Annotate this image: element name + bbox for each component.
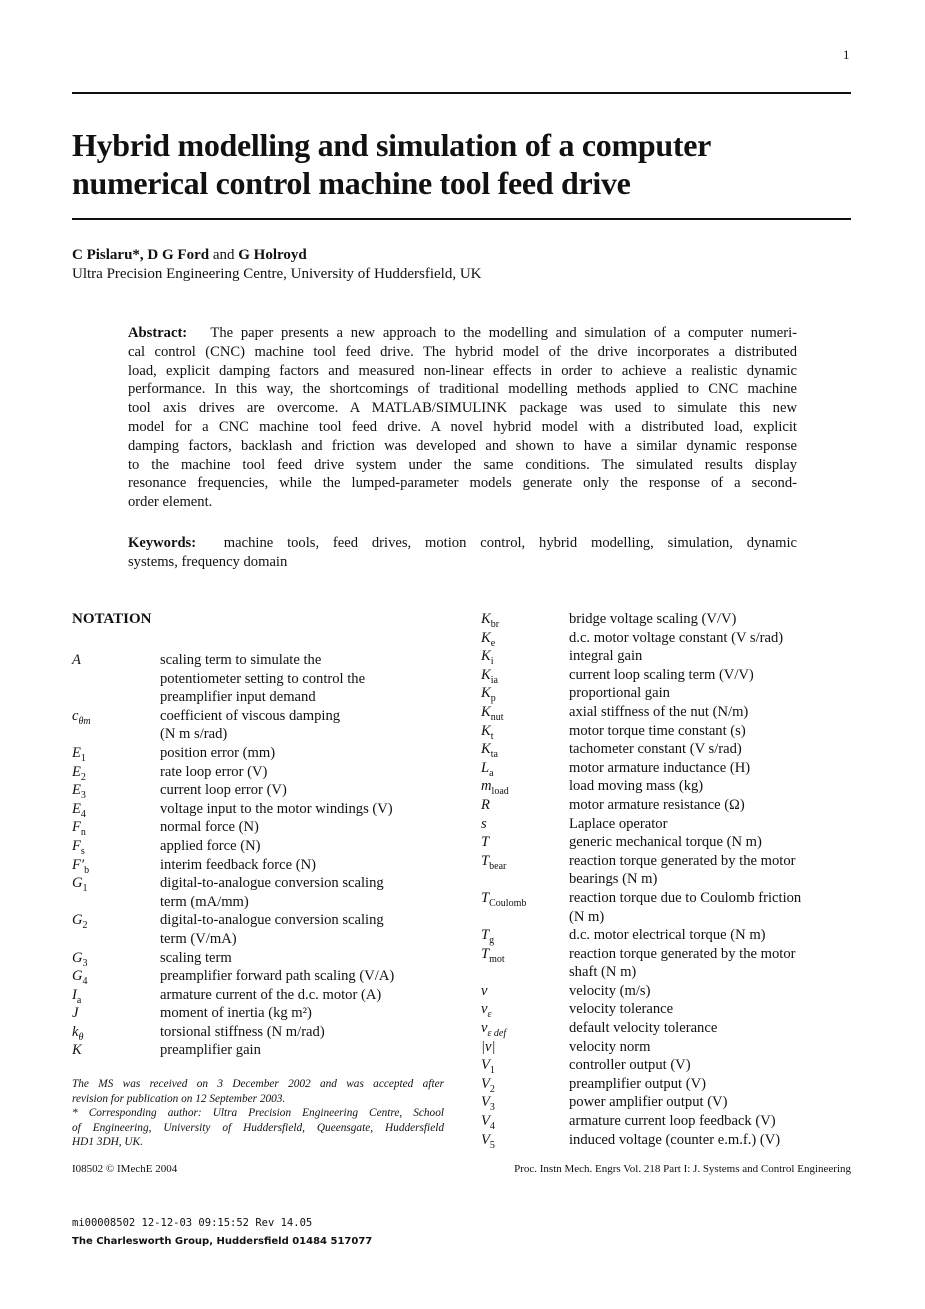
notation-description: normal force (N) [160,819,259,836]
notation-heading: NOTATION [72,611,152,627]
notation-row [72,986,394,1005]
notation-symbol [481,1056,569,1075]
notation-description: d.c. motor electrical torque (N m) [569,927,766,944]
notation-symbol [72,911,160,948]
notation-symbol [481,1075,569,1094]
symbol-subscript: a [489,767,494,779]
notation-row [72,818,394,837]
abstract-text: order element. [128,494,213,511]
symbol-subscript: s [80,845,85,857]
abstract-text: damping factors, backlash and friction was developed and shown to have a similar dynamic response [128,437,797,454]
notation-symbol [481,684,569,703]
symbol-letter: v [481,1020,488,1037]
symbol-subscript: ε [487,1009,492,1021]
symbol-letter: I [72,986,77,1003]
symbol-letter: G [72,968,83,985]
received-footnote [72,1077,444,1150]
symbol-subscript: ε def [487,1027,507,1039]
footnote-line: * Corresponding author: Ultra Precision Engineering Centre, School [72,1107,444,1119]
notation-right-column [481,610,801,1149]
symbol-letter: T [481,927,490,944]
abstract-text: model for a CNC machine tool feed drive. A novel hybrid model with a distributed load, explicit [128,418,797,435]
notation-symbol [72,986,160,1005]
notation-row [72,800,394,819]
symbol-letter: T [481,852,490,869]
notation-row [481,666,801,685]
notation-description: coefficient of viscous damping (N m s/rad) [160,707,341,743]
notation-description: Laplace operator [569,815,668,832]
symbol-letter: K [481,629,491,646]
symbol-letter: V [481,1075,490,1092]
symbol-letter: F [72,819,81,836]
page-number: 1 [843,47,850,62]
notation-symbol [481,1112,569,1131]
notation-row [481,815,801,834]
symbol-subscript: g [489,935,495,946]
abstract-line [128,493,797,512]
notation-row [481,703,801,722]
notation-row [481,722,801,741]
notation-symbol [481,1038,569,1057]
keywords-label: Keywords: [128,535,197,551]
symbol-letter: v [481,1001,488,1018]
notation-row [72,1023,394,1042]
notation-symbol [72,651,160,707]
notation-row [481,647,801,666]
notation-symbol [72,856,160,875]
notation-description: bridge voltage scaling (V/V) [569,611,737,627]
symbol-letter: V [481,1094,490,1111]
footnote-line: revision for publication on 12 September 2003. [72,1092,286,1105]
notation-description: scaling term [160,949,232,966]
symbol-subscript: p [490,693,496,705]
notation-row [481,945,801,982]
notation-description: axial stiffness of the nut (N/m) [569,703,749,720]
notation-row [481,1093,801,1112]
notation-description: voltage input to the motor windings (V) [160,800,393,817]
footnote-line: of Engineering, University of Huddersfield, Queensgate, Huddersfield [72,1121,444,1134]
keywords [128,534,797,572]
symbol-letter: A [72,652,81,668]
notation-description: power amplifier output (V) [569,1094,728,1111]
symbol-letter: K [481,703,491,720]
notation-symbol [481,629,569,648]
notation-description: default velocity tolerance [569,1020,718,1037]
notation-description: tachometer constant (V s/rad) [569,741,742,758]
symbol-subscript: mot [489,953,505,965]
symbol-subscript: 5 [489,1139,495,1151]
title-rule [72,218,851,220]
symbol-subscript: 1 [489,1065,495,1077]
paper-title [72,126,711,202]
notation-description: armature current of the d.c. motor (A) [160,986,382,1003]
author-block [72,246,481,284]
symbol-letter: T [481,945,490,962]
notation-symbol [481,1000,569,1019]
notation-description: preamplifier gain [160,1042,261,1059]
notation-row [481,777,801,796]
notation-row [481,759,801,778]
notation-description: generic mechanical torque (N m) [569,834,762,851]
abstract-line [128,399,797,418]
notation-description: digital-to-analogue conversion scaling term (mA/mm) [160,875,384,910]
notation-description: preamplifier forward path scaling (V/A) [160,968,395,985]
notation-description: armature current loop feedback (V) [569,1113,776,1130]
affiliation: Ultra Precision Engineering Centre, University of Huddersfield, UK [72,266,482,282]
notation-symbol [481,833,569,852]
notation-row [72,651,394,707]
notation-symbol [72,818,160,837]
symbol-subscript: 1 [80,752,86,764]
abstract-text: tool axis drives are overcome. A MATLAB/SIMULINK package was used to simulate this new [128,400,797,417]
notation-symbol [72,1041,160,1060]
title-line: numerical control machine tool feed drive [72,165,631,201]
notation-row [481,796,801,815]
symbol-letter: F [72,837,81,854]
notation-description: interim feedback force (N) [160,856,316,873]
notation-symbol [481,982,569,1001]
abstract [128,324,797,512]
notation-left-column [72,651,394,1060]
notation-row [481,852,801,889]
symbol-letter: K [481,648,491,665]
notation-row [72,1041,394,1060]
symbol-letter: E [72,782,81,799]
symbol-letter: E [72,763,81,780]
symbol-letter: m [481,778,492,795]
symbol-subscript: 3 [80,790,86,802]
abstract-line [128,324,797,343]
notation-symbol [481,759,569,778]
notation-symbol [72,800,160,819]
symbol-subscript: 1 [82,883,88,895]
abstract-text: load, explicit damping factors and measured non-linear effects in order to achieve a realistic dynamic [128,362,797,379]
notation-description: reaction torque generated by the motor bearings (N m) [569,852,796,888]
symbol-subscript: Coulomb [489,897,527,909]
symbol-subscript: 2 [489,1083,495,1095]
abstract-text: cal control (CNC) machine tool feed drive. The hybrid model of the drive incorporates a distributed [128,343,797,360]
symbol-subscript: n [80,827,86,839]
symbol-subscript: θ [78,1031,84,1043]
symbol-subscript: 4 [80,808,86,820]
notation-symbol [72,949,160,968]
abstract-line [128,474,797,493]
symbol-letter: K [481,722,491,739]
symbol-letter: K [481,666,491,683]
abstract-text: The paper presents a new approach to the modelling and simulation of a computer numeri- [210,325,797,341]
symbol-letter: G [72,949,83,966]
symbol-letter: G [72,912,83,929]
notation-symbol [72,967,160,986]
notation-symbol [72,1004,160,1023]
footnote-line: The MS was received on 3 December 2002 and was accepted after [72,1078,444,1090]
keywords-text: machine tools, feed drives, motion control, hybrid modelling, simulation, dynamic [223,535,798,551]
notation-row [72,949,394,968]
notation-row [72,837,394,856]
printer-line: The Charlesworth Group, Huddersfield 01484 517077 [72,1236,373,1247]
notation-symbol [481,1093,569,1112]
notation-description: velocity (m/s) [569,982,651,999]
abstract-line [128,380,797,399]
author-names: C Pislaru*, D G Ford [72,247,210,263]
notation-symbol [481,740,569,759]
notation-description: torsional stiffness (N m/rad) [160,1023,325,1040]
symbol-letter: V [481,1057,490,1074]
notation-row [481,889,801,926]
notation-description: motor armature resistance (Ω) [569,796,745,813]
symbol-subscript: 2 [80,771,86,783]
symbol-subscript: load [491,786,509,798]
notation-row [481,833,801,852]
notation-row [481,684,801,703]
symbol-subscript: 2 [82,920,88,932]
notation-description: position error (mm) [160,744,276,761]
notation-symbol [72,837,160,856]
abstract-label: Abstract: [128,325,188,341]
symbol-letter: c [72,707,79,724]
notation-symbol [481,926,569,945]
notation-symbol [481,647,569,666]
symbol-subscript: e [490,637,496,649]
symbol-letter: J [72,1005,79,1022]
symbol-letter: K [481,611,491,627]
notation-description: load moving mass (kg) [569,778,704,795]
notation-description: motor torque time constant (s) [569,722,746,739]
abstract-line [128,456,797,475]
keywords-text: systems, frequency domain [128,553,288,570]
notation-symbol [481,703,569,722]
notation-symbol [72,781,160,800]
abstract-text: performance. In this way, the shortcomings of traditional modelling methods applied to CNC machine [128,381,797,398]
journal-reference: Proc. Instn Mech. Engrs Vol. 218 Part I: J. Systems and Control Engineering [514,1163,851,1175]
symbol-letter: T [481,889,490,906]
notation-row [72,744,394,763]
print-info-line: mi00008502 12-12-03 09:15:52 Rev 14.05 [72,1217,313,1229]
symbol-letter: K [481,685,491,702]
notation-description: current loop error (V) [160,782,287,799]
notation-row [481,1000,801,1019]
notation-symbol [481,722,569,741]
notation-symbol [481,610,569,629]
notation-row [72,707,394,744]
notation-description: digital-to-analogue conversion scaling term (V/mA) [160,912,384,947]
symbol-subscript: 4 [489,1120,495,1132]
symbol-letter: v [481,982,488,999]
notation-row [72,911,394,948]
notation-row [72,967,394,986]
notation-row [481,982,801,1001]
notation-row [72,1004,394,1023]
notation-symbol [481,1131,569,1150]
notation-row [481,1056,801,1075]
symbol-subscript: nut [490,711,504,723]
notation-description: velocity tolerance [569,1001,674,1018]
keywords-line [128,553,797,572]
symbol-letter: |v| [481,1038,496,1055]
symbol-letter: K [481,741,491,758]
symbol-subscript: i [490,656,494,668]
symbol-letter: T [481,834,490,851]
notation-description: moment of inertia (kg m²) [160,1005,312,1022]
notation-description: current loop scaling term (V/V) [569,666,754,683]
notation-description: velocity norm [569,1038,651,1055]
symbol-subscript: br [490,618,500,630]
symbol-letter: F′ [72,856,85,873]
notation-row [481,629,801,648]
abstract-line [128,343,797,362]
symbol-letter: V [481,1131,490,1148]
abstract-line [128,418,797,437]
notation-description: induced voltage (counter e.m.f.) (V) [569,1131,781,1148]
symbol-subscript: a [76,994,82,1006]
symbol-letter: L [481,759,490,776]
notation-description: preamplifier output (V) [569,1075,706,1092]
symbol-subscript: θm [78,715,91,727]
symbol-letter: K [72,1042,82,1059]
notation-description: motor armature inductance (H) [569,759,751,776]
notation-symbol [481,852,569,889]
symbol-letter: R [481,796,490,813]
symbol-letter: E [72,800,81,817]
notation-symbol [72,744,160,763]
notation-description: rate loop error (V) [160,763,268,780]
symbol-letter: E [72,744,81,761]
abstract-text: to the machine tool feed drive system under the same conditions. The simulated results display [128,456,797,473]
author-last: G Holroyd [238,247,307,263]
notation-description: scaling term to simulate the potentiometer setting to control the preamplifier input demand [160,652,366,706]
notation-description: reaction torque generated by the motor shaft (N m) [569,945,796,981]
symbol-subscript: b [84,864,90,876]
notation-row [481,1112,801,1131]
notation-row [481,610,801,629]
notation-row [481,1019,801,1038]
symbol-subscript: t [490,730,494,742]
notation-description: integral gain [569,648,643,665]
notation-symbol [72,707,160,744]
abstract-line [128,437,797,456]
notation-description: proportional gain [569,685,670,702]
notation-symbol [481,1019,569,1038]
notation-symbol [481,796,569,815]
symbol-letter: s [481,815,487,832]
symbol-subscript: 4 [82,976,88,987]
notation-description: d.c. motor voltage constant (V s/rad) [569,629,784,646]
notation-row [481,1038,801,1057]
symbol-subscript: 3 [82,957,88,969]
notation-symbol [72,763,160,782]
notation-symbol [481,815,569,834]
symbol-letter: V [481,1113,490,1130]
notation-row [481,926,801,945]
notation-row [72,874,394,911]
notation-description: reaction torque due to Coulomb friction (N m) [569,889,802,925]
symbol-letter: k [72,1023,79,1040]
top-rule [72,92,851,94]
notation-symbol [72,874,160,911]
symbol-subscript: bear [489,860,507,872]
notation-description: controller output (V) [569,1057,691,1074]
symbol-subscript: ta [490,749,498,761]
notation-symbol [481,777,569,796]
footnote-line: HD1 3DH, UK. [72,1136,143,1148]
symbol-subscript: ia [490,674,498,686]
copyright: I08502 © IMechE 2004 [72,1163,178,1175]
author-and: and [209,247,239,263]
title-line: Hybrid modelling and simulation of a computer [72,127,712,163]
notation-row [481,1075,801,1094]
notation-symbol [481,945,569,982]
symbol-letter: G [72,875,83,892]
symbol-subscript: 3 [489,1102,495,1114]
keywords-line [128,534,797,553]
notation-row [72,856,394,875]
notation-row [481,740,801,759]
notation-row [72,781,394,800]
notation-symbol [481,666,569,685]
notation-description: applied force (N) [160,837,261,854]
abstract-text: resonance frequencies, while the lumped-parameter models generate only the response of a second- [128,475,797,492]
notation-symbol [481,889,569,926]
notation-row [72,763,394,782]
notation-symbol [72,1023,160,1042]
notation-row [481,1131,801,1150]
abstract-line [128,362,797,381]
